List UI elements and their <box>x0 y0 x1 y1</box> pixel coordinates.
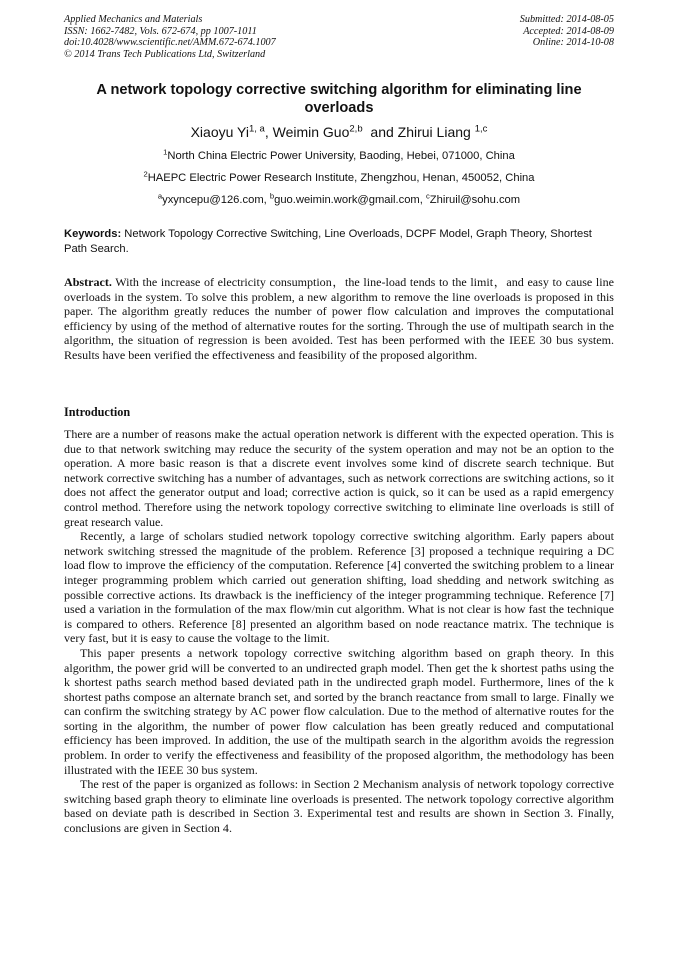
email-mark: b <box>269 191 275 201</box>
author-name: Xiaoyu Yi <box>190 124 249 140</box>
paragraph: This paper presents a network topology corrective switching algorithm based on graph theory. In this algorithm, the power grid will be converted to an undirected graph model. Then get the k shortest paths using the k shortest paths search method based deviated path in the undirected graph model. Furthermore, lines of the k shortest paths compose an alternate branch set, and sorted by the branch reactance from small to large. Finally we can confirm the switching strategy by AC power flow calculation. Due to the method of alternative routes for the sorting in the algorithm, the number of power flow calculation has been greatly reduced and computational efficiency has been improved. In addition, the use of the multipath search in the algorithm avoids the regression problem. In order to verify the effectiveness and feasibility of the proposed algorithm, the methodology has been illustrated with the IEEE 30 bus system. <box>64 645 614 777</box>
author-separator: and <box>362 124 398 140</box>
affil-text: HAEPC Electric Power Research Institute, Zhengzhou, Henan, 450052, China <box>147 172 535 184</box>
email-mark: a <box>157 191 163 201</box>
email-link[interactable]: yxyncepu@126.com, <box>162 194 270 206</box>
author-affil-mark: 1, a <box>248 123 265 135</box>
keywords-label: Keywords: <box>64 228 122 240</box>
journal-info <box>64 14 276 60</box>
paragraph: The rest of the paper is organized as follows: in Section 2 Mechanism analysis of network topology corrective switching based graph theory to eliminate line overloads is presented. The network topology corrective algorithm based on deviate path is described in Section 3. Experimental test and results are shown in Section 3. Finally, conclusions are given in Section 4. <box>64 777 614 836</box>
email-link[interactable]: guo.weimin.work@gmail.com, <box>274 194 426 206</box>
affil-mark: 1 <box>163 147 168 157</box>
journal-name: Applied Mechanics and Materials <box>64 14 203 25</box>
introduction-body <box>64 427 614 836</box>
paper-title: A network topology corrective switching algorithm for eliminating line overloads <box>96 82 582 116</box>
keywords-text: Network Topology Corrective Switching, Line Overloads, DCPF Model, Graph Theory, Shortest Path Search. <box>64 228 592 255</box>
section-heading-introduction: Introduction <box>64 405 131 419</box>
publication-dates <box>520 14 614 49</box>
author-name: Weimin Guo <box>272 124 350 140</box>
submitted-date: Submitted: 2014-08-05 <box>519 14 614 25</box>
abstract-label: Abstract. <box>64 275 112 289</box>
online-date: Online: 2014-10-08 <box>532 37 614 49</box>
doi-line[interactable]: doi:10.4028/www.scientific.net/AMM.672-674.1007 <box>64 37 276 49</box>
paragraph: Recently, a large of scholars studied network topology corrective switching algorithm. Early papers about network switching stressed the magnitude of the problem. Reference [3] proposed a technique requiring a DC load flow to improve the efficiency of the computation. Reference [4] converted the switching problem to a linear integer programming problem which carried out generation shifting, load shedding and network switching as possible corrective actions. Its drawback is the inefficiency of the integer programming technique. Reference [7] used a variation in the formulation of the max flow/min cut algorithm. What is not clear is how fast the technique is compared to others. Reference [8] presented an algorithm based on node reactance matrix. The technique is very fast, but it is easy to cause the voltage to the limit. <box>64 529 614 646</box>
author-affil-mark: 1,c <box>474 123 488 135</box>
abstract <box>64 275 614 363</box>
author-separator: , <box>264 124 273 140</box>
author-list <box>0 123 678 141</box>
email-link[interactable]: Zhiruil@sohu.com <box>429 194 521 206</box>
affil-text: North China Electric Power University, Baoding, Hebei, 071000, China <box>167 150 515 162</box>
author-affil-mark: 2,b <box>349 123 363 135</box>
email-mark: c <box>425 191 430 201</box>
affil-mark: 2 <box>143 169 148 179</box>
email-line <box>0 193 678 207</box>
accepted-date: Accepted: 2014-08-09 <box>523 25 614 37</box>
affiliation-2 <box>0 171 678 185</box>
affiliation-1 <box>0 149 678 163</box>
abstract-text: With the increase of electricity consumption，the line-load tends to the limit，and easy to cause line overloads in the system. To solve this problem, a new algorithm to remove the line overloads is proposed in this paper. The algorithm greatly reduces the number of power flow calculation and improves the computational efficiency by using of the method of alternative routes for the sorting. Through the use of multipath search in the algorithm, the situation of regression is been avoided. Test has been performed with the IEEE 30 bus system. Results have been verified the effectiveness and feasibility of the proposed algorithm. <box>64 275 614 362</box>
issn-line: ISSN: 1662-7482, Vols. 672-674, pp 1007-1011 <box>64 25 257 37</box>
author-name: Zhirui Liang <box>397 124 475 140</box>
paragraph: There are a number of reasons make the actual operation network is different with the expected operation. This is due to that network switching may reduce the security of the system operation and may not be an option to the operation. A more basic reason is that a discrete event involves some kind of discrete search technique. But network corrective switching has a number of advantages, such as network corrections are switching actions, so it does not affect the generator output and load; corrective action is quick, so it can be used as a rapid emergency control method. Therefore using the network topology corrective switching to eliminate line overloads is still of great research value. <box>64 427 614 529</box>
keywords <box>64 227 617 256</box>
copyright-line: © 2014 Trans Tech Publications Ltd, Switzerland <box>64 48 266 60</box>
